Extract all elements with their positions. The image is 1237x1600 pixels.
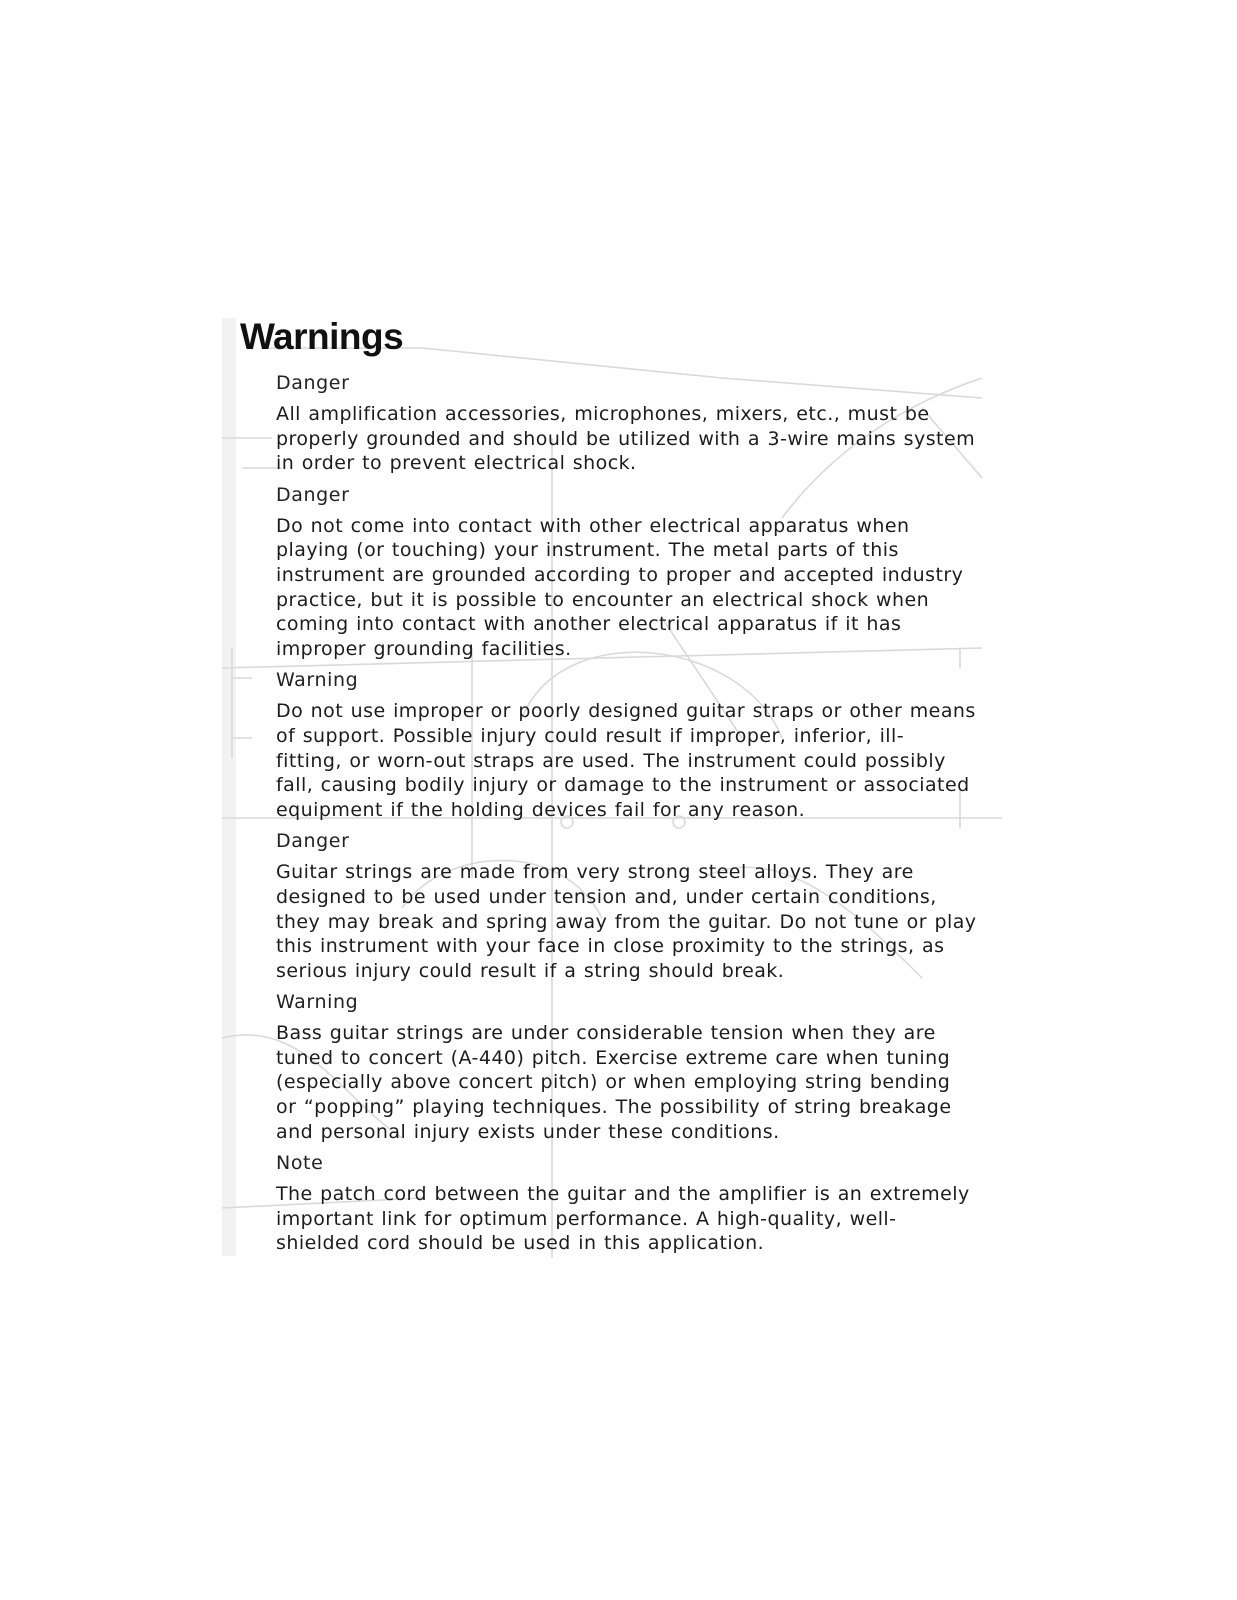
note-section — [276, 1151, 996, 1256]
section-heading: Warning — [276, 991, 359, 1014]
section-body — [276, 1182, 996, 1256]
body-line: practice, but it is possible to encounter an electrical shock when — [276, 588, 930, 611]
body-line: Guitar strings are made from very strong steel alloys. They are — [276, 861, 914, 884]
section-body — [276, 514, 996, 662]
warnings-list — [276, 371, 996, 1263]
body-line: this instrument with your face in close proximity to the strings, as — [276, 935, 945, 958]
warning-section — [276, 483, 996, 662]
warning-section — [276, 668, 996, 822]
body-line: designed to be used under tension and, under certain conditions, — [276, 885, 937, 908]
body-line: serious injury could result if a string should break. — [276, 959, 785, 982]
body-line: equipment if the holding devices fail for any reason. — [276, 798, 806, 821]
section-body — [276, 1021, 996, 1144]
body-line: tuned to concert (A-440) pitch. Exercise extreme care when tuning — [276, 1046, 951, 1069]
body-line: (especially above concert pitch) or when employing string bending — [276, 1071, 951, 1094]
section-body — [276, 699, 996, 822]
section-heading: Note — [276, 1152, 324, 1175]
body-line: playing (or touching) your instrument. The metal parts of this — [276, 539, 899, 562]
body-line: shielded cord should be used in this application. — [276, 1232, 765, 1255]
section-heading: Danger — [276, 372, 350, 394]
body-line: or “popping” playing techniques. The possibility of string breakage — [276, 1096, 952, 1119]
body-line: Do not come into contact with other electrical apparatus when — [276, 514, 910, 537]
section-body — [276, 860, 996, 983]
page-title: Warnings — [240, 316, 404, 357]
body-line: fitting, or worn-out straps are used. The instrument could possibly — [276, 749, 946, 772]
warning-section — [276, 371, 996, 476]
body-line: instrument are grounded according to proper and accepted industry — [276, 563, 964, 586]
section-heading: Danger — [276, 830, 350, 853]
warning-section — [276, 990, 996, 1144]
section-body — [276, 402, 996, 476]
body-line: they may break and spring away from the guitar. Do not tune or play — [276, 910, 977, 933]
body-line: in order to prevent electrical shock. — [276, 452, 637, 475]
body-line: properly grounded and should be utilized with a 3-wire mains system — [276, 427, 976, 450]
body-line: of support. Possible injury could result if improper, inferior, ill- — [276, 724, 905, 747]
body-line: and personal injury exists under these conditions. — [276, 1120, 780, 1143]
body-line: Do not use improper or poorly designed guitar straps or other means — [276, 700, 976, 723]
body-line: improper grounding facilities. — [276, 637, 572, 660]
warning-section — [276, 829, 996, 983]
body-line: fall, causing bodily injury or damage to the instrument or associated — [276, 774, 970, 797]
body-line: Bass guitar strings are under considerable tension when they are — [276, 1022, 936, 1045]
body-line: All amplification accessories, microphones, mixers, etc., must be — [276, 403, 930, 425]
section-heading: Warning — [276, 669, 359, 692]
section-heading: Danger — [276, 483, 350, 506]
body-line: coming into contact with another electrical apparatus if it has — [276, 613, 902, 636]
body-line: important link for optimum performance. A high-quality, well- — [276, 1207, 897, 1230]
body-line: The patch cord between the guitar and the amplifier is an extremely — [276, 1183, 970, 1206]
